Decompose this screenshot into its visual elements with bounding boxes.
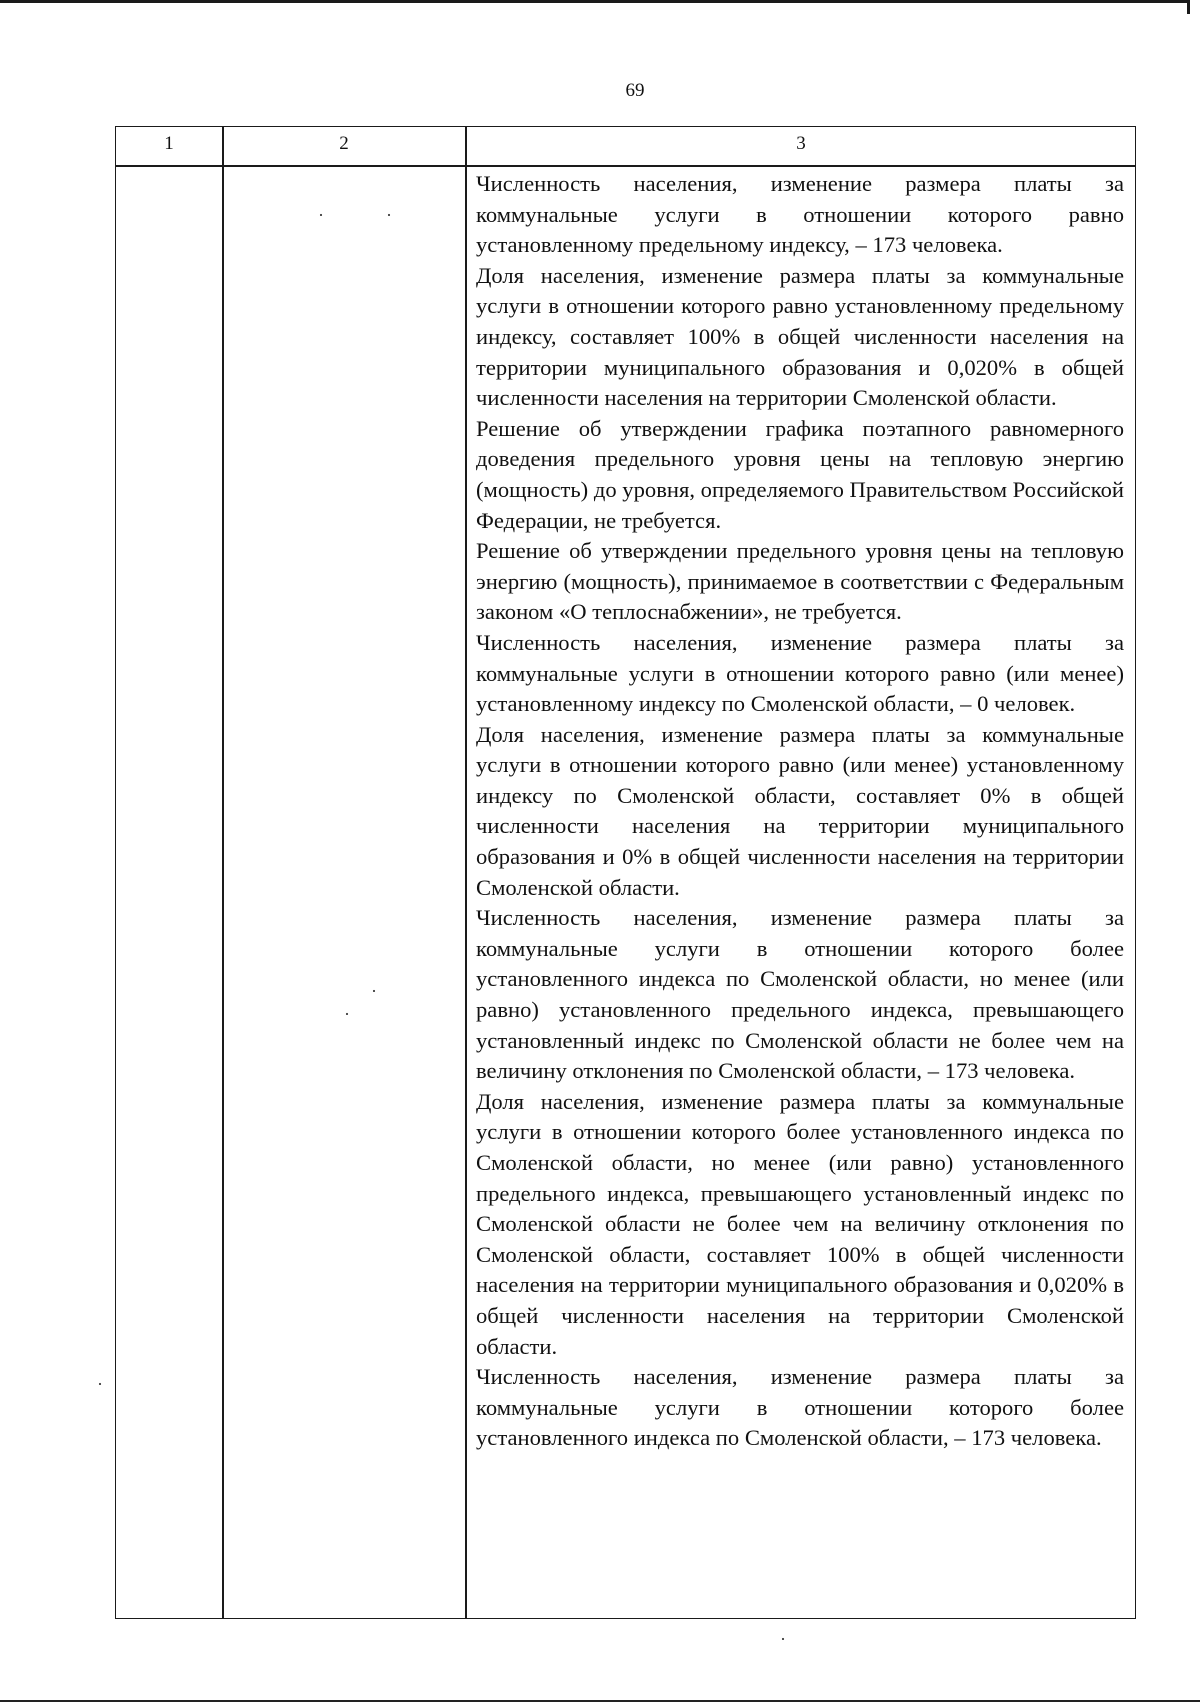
scan-speck: · bbox=[371, 981, 377, 1001]
paragraph: Доля населения, изменение размера платы за коммунальные услуги в отношении которого равно (или менее) установленному индексу по Смоленской области, составляет 0% в общей численности населения на территории муниципального образования и 0% в общей численности населения на территории Смоленской области. bbox=[476, 721, 1124, 900]
paragraph: Численность населения, изменение размера платы за коммунальные услуги в отношении которого равно (или менее) установленному индексу по Смоленской области, – 0 человек. bbox=[476, 629, 1124, 717]
header-divider bbox=[116, 165, 1135, 167]
column-header-2: 2 bbox=[339, 133, 349, 154]
column-3-content bbox=[476, 169, 1124, 1454]
paragraph: Решение об утверждении графика поэтапного равномерного доведения предельного уровня цены на тепловую энергию (мощность) до уровня, определяемого Правительством Российской Федерации, не требуется. bbox=[476, 415, 1124, 533]
document-table bbox=[115, 126, 1136, 1619]
column-header-1: 1 bbox=[164, 133, 174, 154]
paragraph: Численность населения, изменение размера платы за коммунальные услуги в отношении которого более установленного индекса по Смоленской области, – 173 человека. bbox=[476, 1364, 1124, 1451]
scan-speck: · bbox=[344, 1004, 350, 1024]
column-divider bbox=[222, 127, 224, 1618]
scan-right-border bbox=[1187, 0, 1190, 14]
scan-speck: · bbox=[318, 205, 324, 225]
paragraph: Решение об утверждении предельного уровня цены на тепловую энергию (мощность), принимаемое в соответствии с Федеральным законом «О теплоснабжении», не требуется. bbox=[476, 538, 1124, 625]
scan-top-border bbox=[0, 0, 1190, 3]
scan-speck: · bbox=[780, 1629, 786, 1649]
column-divider bbox=[465, 127, 467, 1618]
paragraph: Доля населения, изменение размера платы за коммунальные услуги в отношении которого более установленного индекса по Смоленской области, но менее (или равно) установленного предельного индекса, превышающего установленный индекс по Смоленской области не более чем на величину отклонения по Смоленской области, составляет 100% в общей численности населения на территории муниципального образования и 0,020% в общей численности населения на территории Смоленской области. bbox=[476, 1088, 1124, 1359]
paragraph: Численность населения, изменение размера платы за коммунальные услуги в отношении которого более установленного индекса по Смоленской области, но менее (или равно) установленного предельного индекса, превышающего установленный индекс по Смоленской области не более чем на величину отклонения по Смоленской области, – 173 человека. bbox=[476, 905, 1124, 1084]
paragraph: Численность населения, изменение размера платы за коммунальные услуги в отношении которого равно установленному предельному индексу, – 173 человека. bbox=[476, 171, 1124, 258]
page-number: 69 bbox=[625, 80, 645, 101]
scan-speck: · bbox=[386, 205, 392, 225]
scan-speck: · bbox=[97, 1374, 103, 1394]
column-header-3: 3 bbox=[796, 133, 806, 154]
paragraph: Доля населения, изменение размера платы за коммунальные услуги в отношении которого равно установленному предельному индексу, составляет 100% в общей численности населения на территории муниципального образования и 0,020% в общей численности населения на территории Смоленской области. bbox=[476, 262, 1124, 411]
scan-bottom-border bbox=[0, 1700, 1200, 1702]
